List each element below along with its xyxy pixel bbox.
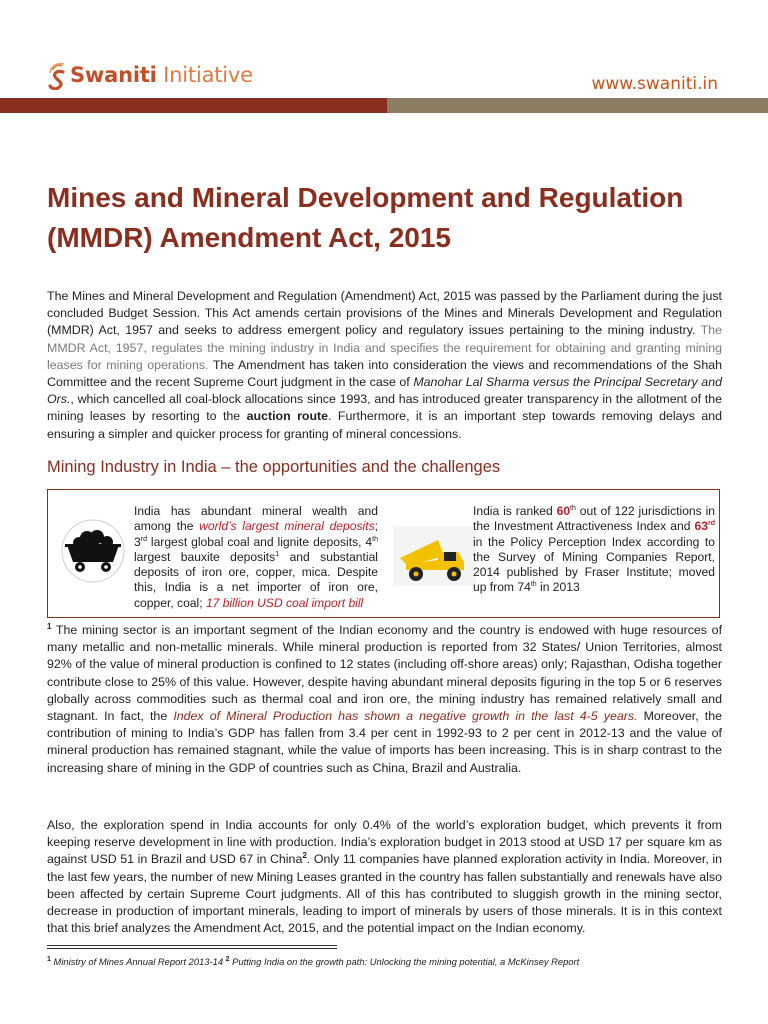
exploration-paragraph [47, 817, 722, 937]
para3-footnote-ref: 2 [302, 851, 307, 861]
box-left-highlight: world’s largest mineral deposits [199, 519, 375, 534]
box-left-f: 4 [365, 534, 373, 549]
highlights-box [47, 489, 720, 618]
footnote-divider [47, 945, 337, 946]
box-right-rank-63: 63 [694, 519, 708, 534]
box-left-text [134, 504, 378, 611]
intro-s3: The Amendment has taken into consideration the views and recommendations of the Shah Committee and the recent Supreme Court judgment in the case of [47, 357, 722, 390]
footnote-1-text: Ministry of Mines Annual Report 2013-14 [50, 956, 226, 967]
intro-s5: . Furthermore, it is an important step towards removing delays and ensuring a simpler and quicker process for granting of mineral concessions. [47, 409, 722, 441]
para2-c: Moreover, the contribution of mining to India’s GDP has fallen from 3.4 per cent in 1992-93 to 2 per cent in 2012-13 and the value of mineral production has remained stagnant, while the value of imports has been increasing. This is in sharp contrast to the increasing share of mining in the GDP of countries such as China, Brazil and Australia. [47, 709, 722, 775]
intro-paragraph [47, 288, 722, 443]
box-left-import-bill: 17 billion USD coal import bill [205, 595, 364, 610]
box-left-h: and substantial deposits of iron ore, copper, mica. Despite this, India is a net importer of iron ore, copper, coal; [134, 549, 378, 610]
dump-truck-icon [394, 522, 476, 588]
intro-s2: The MMDR Act, 1957, regulates the mining industry in India and specifies the requirement for obtaining and granting mining leases for mining operations. [47, 323, 723, 372]
footnote-divider-2 [47, 948, 337, 949]
para3-a: Also, the exploration spend in India accounts for only 0.4% of the world’s exploration budget, which prevents it from keeping reserve development in line with production. India’s exploration budget in 2013 stood at USD 17 per square km as against USD 51 in Brazil and USD 67 in China [47, 818, 722, 867]
para2-highlight: Index of Mineral Production has shown a negative growth in the last 4-5 years. [173, 709, 638, 724]
intro-s1: The Mines and Mineral Development and Regulation (Amendment) Act, 2015 was passed by the Parliament during the just concluded Budget Session. This Act amends certain provisions of the Mines and Minerals Development and Regulation (MMDR) Act, 1957 and seeks to address emergent policy and regulatory issues pertaining to the mining industry. [47, 289, 722, 338]
box-left-d: 3 [134, 534, 141, 549]
box-left-g: largest bauxite deposits [134, 549, 276, 564]
box-right-d-sup: rd [708, 520, 715, 528]
para2-a: The mining sector is an important segment of the Indian economy and the country is endowed with huge resources of many metallic and non-metallic minerals. While mineral production is reported from 32 States/ Union Territories, almost 92% of the value of mineral production is confined to 12 states (including off-shore areas) only; Rajasthan, Odisha together contribute close to 25% of this value. However, despite having abundant mineral deposits figuring in the top 5 or 6 reserves globally across commodities such as thermal coal and iron ore, the mining industry has remained relatively small and stagnant. In fact, the [47, 623, 723, 724]
logo-brand: Swaniti [70, 63, 157, 87]
box-left-f-sup: th [372, 535, 378, 543]
box-right-f: in 2013 [536, 580, 580, 595]
box-right-e: in the Policy Perception Index according to the Survey of Mining Companies Report, 2014 published by Fraser Institute; moved up from 74 [473, 534, 715, 595]
box-left-g-sup: 1 [275, 550, 280, 558]
para2-footnote-ref: 1 [47, 622, 52, 631]
box-right-b-sup: th [570, 505, 576, 512]
box-right-text [473, 504, 715, 596]
box-left-e: largest global coal and lignite deposits, [146, 534, 362, 549]
swaniti-logo-mark-icon [47, 60, 69, 90]
logo-suffix: Initiative [163, 63, 253, 87]
website-link[interactable]: www.swaniti.in [591, 74, 718, 94]
box-right-e-sup: th [530, 581, 537, 589]
box-right-c: out of 122 jurisdictions in the Investment Attractiveness Index and [473, 504, 715, 534]
coal-cart-icon [57, 518, 129, 584]
intro-s4: , which cancelled all coal-block allocations since 1993, and has introduced greater transparency in the allotment of the mining leases by resorting to the [47, 392, 722, 424]
footnote-2-number: 2 [225, 956, 230, 963]
intro-case-name: Manohar Lal Sharma versus the Principal Secretary and Ors. [47, 375, 722, 407]
intro-auction: auction route [246, 409, 329, 424]
logo-wordmark [70, 63, 253, 87]
document-title: Mines and Mineral Development and Regulation (MMDR) Amendment Act, 2015 [47, 182, 684, 253]
footnotes [47, 956, 579, 967]
footnote-2-text: Putting India on the growth path: Unlocking the mining potential, a McKinsey Report [229, 956, 580, 967]
mining-sector-paragraph [47, 622, 722, 777]
swaniti-logo [47, 58, 253, 92]
box-left-d-sup: rd [140, 535, 147, 543]
box-left-c: ; [374, 519, 378, 534]
section-heading: Mining Industry in India – the opportunities and the challenges [47, 458, 501, 476]
footnote-1-number: 1 [47, 956, 51, 963]
box-right-a: India is ranked [473, 504, 557, 518]
box-right-rank-60: 60 [556, 504, 571, 518]
box-left-a: India has abundant mineral wealth and among the [134, 504, 378, 534]
para3-b: . Only 11 companies have planned exploration activity in India. Moreover, in the last few years, the number of new Mining Leases granted in the country has fallen substantially and renewals have also been affected by certain Supreme Court judgments. All of this has contributed to sluggish growth in the mining sector, decrease in production of important minerals, leading to import of minerals by users of those minerals. It is in this context that this brief analyzes the Amendment Act, 2015, and the potential impact on the Indian economy. [47, 852, 722, 936]
header-bar-left [0, 98, 387, 113]
header-bar-right [387, 98, 768, 113]
